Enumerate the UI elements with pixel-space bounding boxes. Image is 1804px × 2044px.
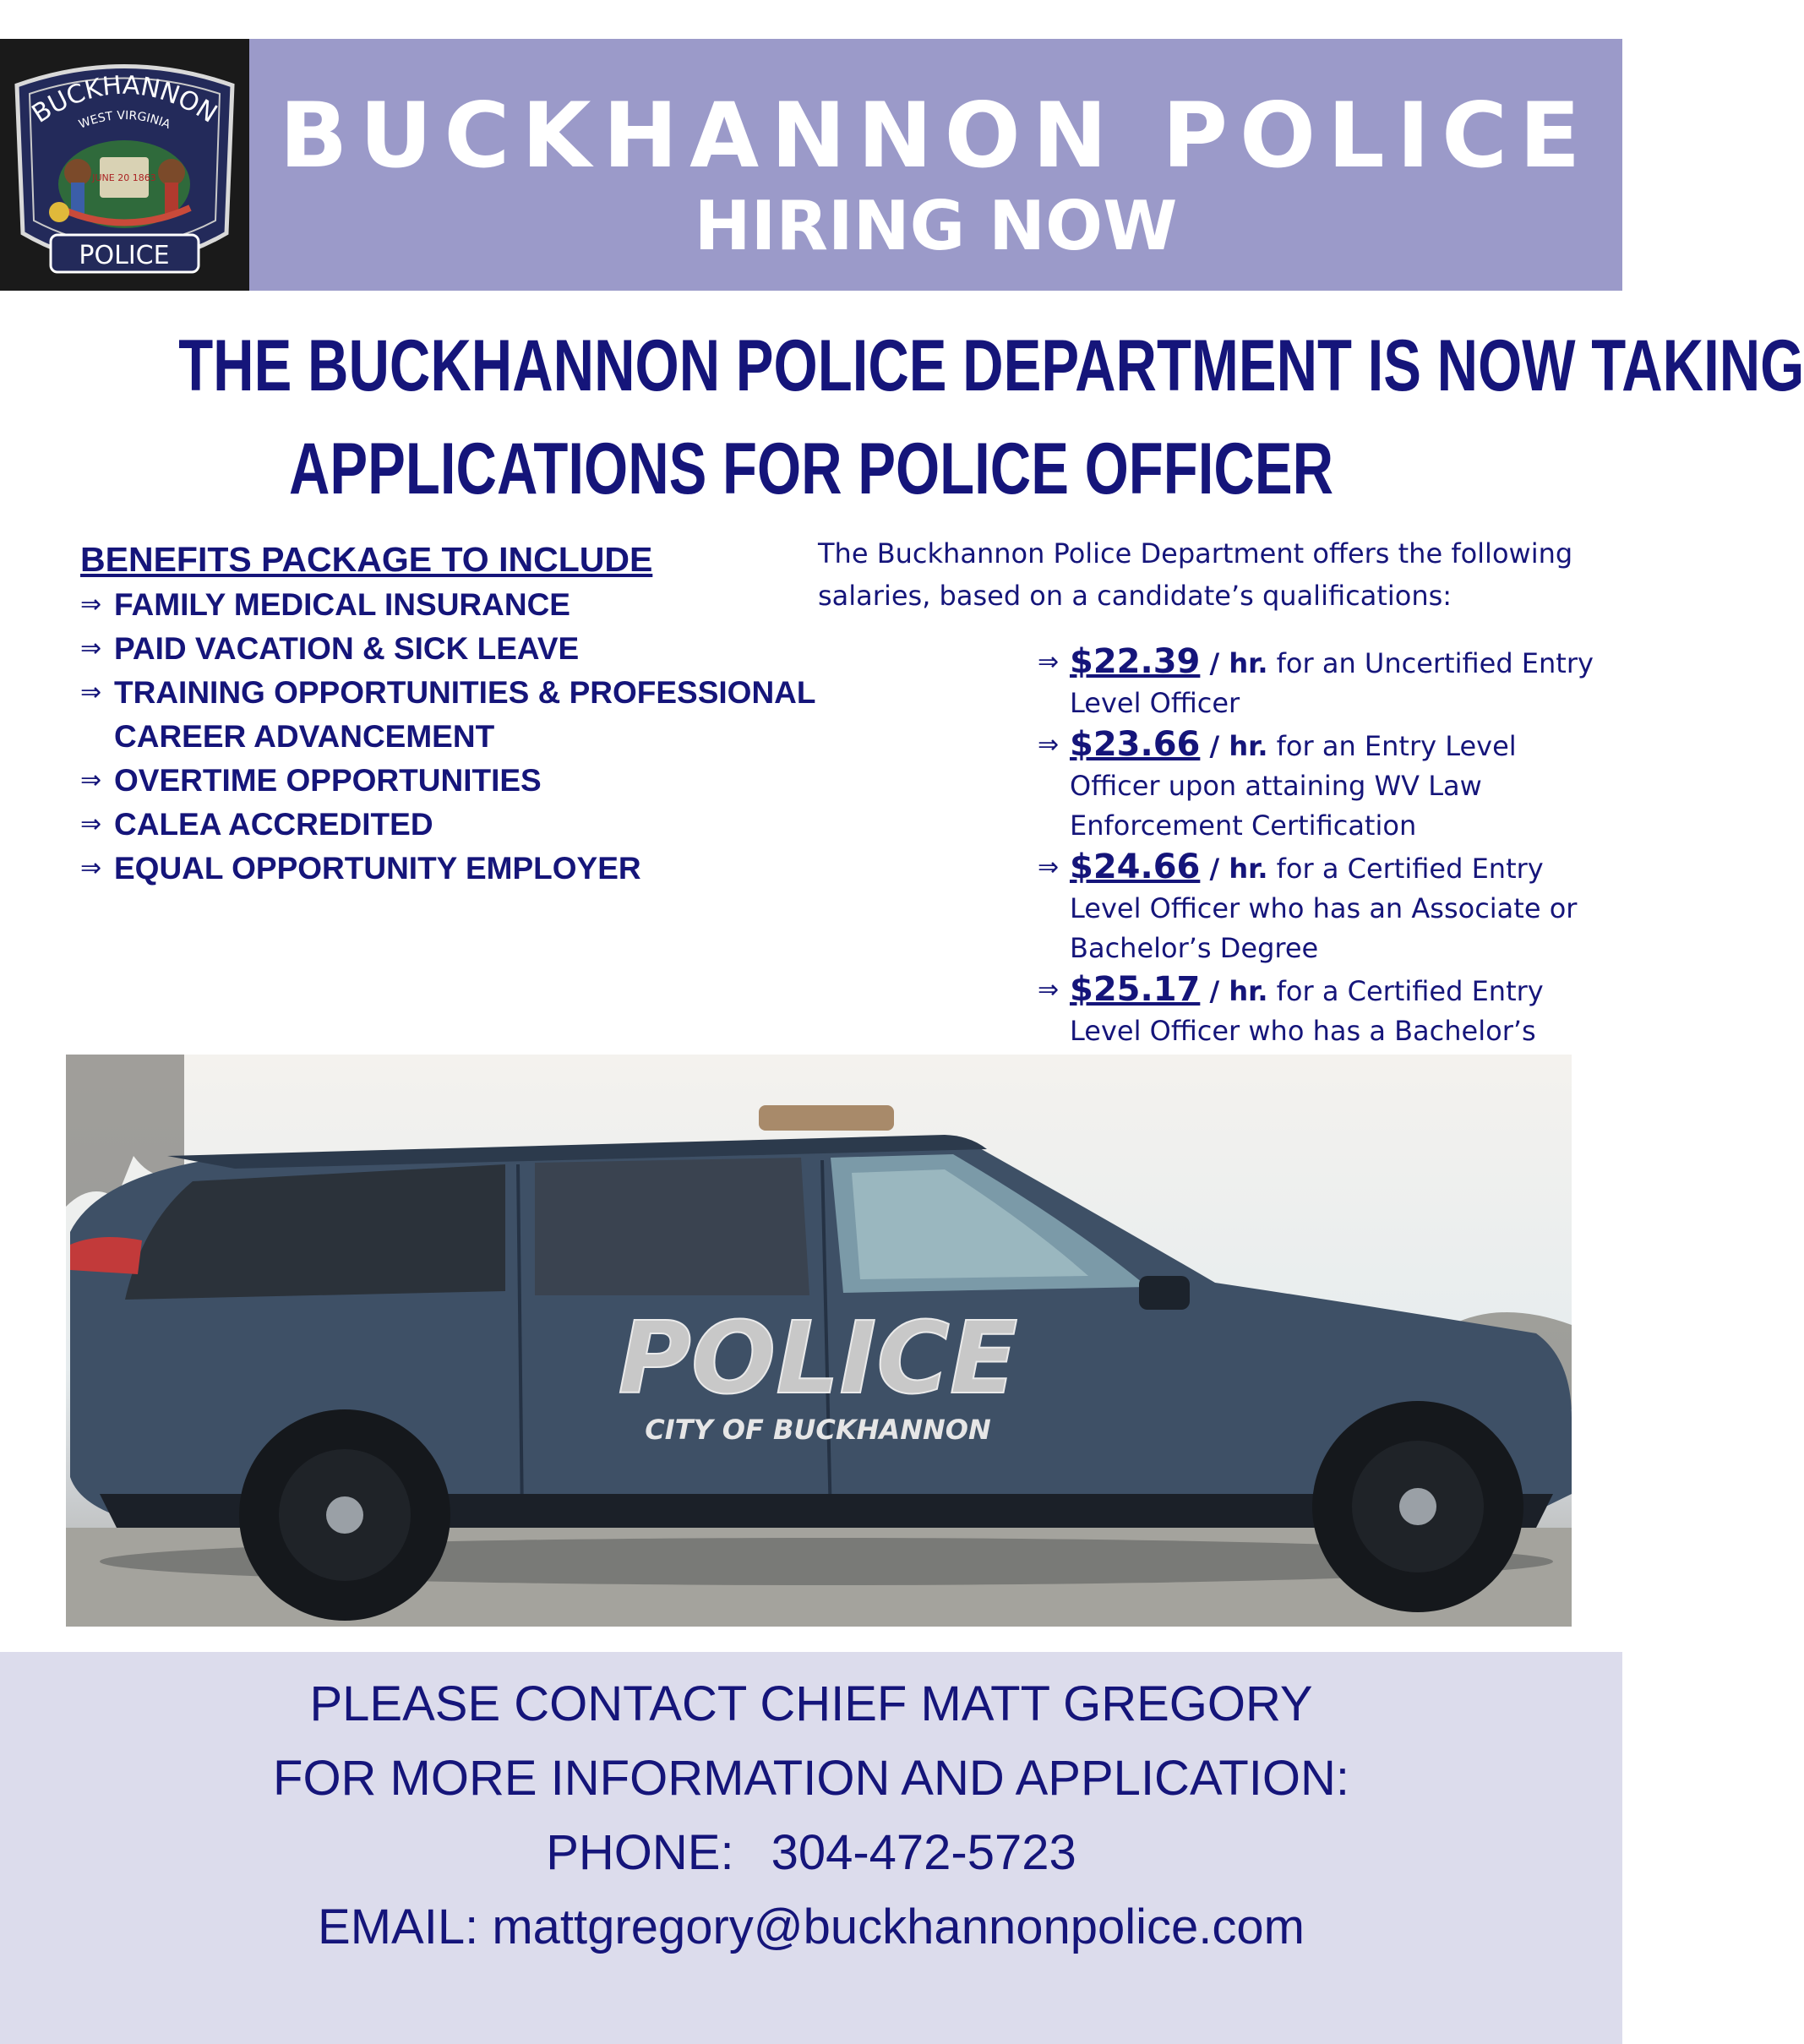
police-vehicle-photo [66,1055,1572,1627]
contact-email [0,1890,1622,1965]
salary-item [1038,725,1595,846]
benefit-item [80,759,824,803]
salary-amount: $22.39 [1070,642,1201,681]
salary-amount: $25.17 [1070,970,1201,1009]
door-city-text: CITY OF BUCKHANNON [645,1414,991,1446]
benefit-label: OVERTIME OPPORTUNITIES [114,763,542,798]
salary-unit: / hr. [1200,975,1268,1007]
arrow-right-icon: ⇒ [80,591,102,619]
police-badge-icon [0,39,249,291]
salary-amount: $23.66 [1070,725,1201,764]
salary-item [1038,642,1595,723]
page-title: BUCKHANNON POLICE [279,84,1593,188]
benefit-label: EQUAL OPPORTUNITY EMPLOYER [114,851,641,886]
arrow-right-icon: ⇒ [1038,975,1060,1005]
phone-label: PHONE: [546,1825,734,1880]
badge-text-state: WEST VIRGINIA [77,108,172,132]
badge-text-date: JUNE 20 1863 [92,172,156,183]
salary-description: for a Certified Entry Level Officer who has an Associate or Bachelor’s Degree [1070,853,1578,964]
badge-panel [0,39,249,291]
headline [178,314,1804,521]
salary-unit: / hr. [1200,647,1268,679]
benefit-label: CALEA ACCREDITED [114,807,433,842]
arrow-right-icon: ⇒ [1038,730,1060,760]
arrow-right-icon: ⇒ [80,810,102,838]
arrow-right-icon: ⇒ [80,635,102,662]
benefit-item [80,627,824,671]
benefit-label: PAID VACATION & SICK LEAVE [114,631,580,666]
salary-unit: / hr. [1200,853,1268,885]
door-police-text: POLICE [618,1300,1018,1416]
contact-section [0,1652,1622,2044]
salary-description: for a Certified Entry Level Officer who has a Bachelor’s [1070,975,1544,1047]
salary-intro: The Buckhannon Police Department offers the following salaries, based on a candidate’s qualifications: [818,537,1573,612]
phone-number[interactable]: 304-472-5723 [771,1825,1076,1880]
contact-line-2: FOR MORE INFORMATION AND APPLICATION: [273,1751,1349,1806]
badge-text-top: BUCKHANNON [26,70,222,129]
benefit-item [80,847,824,891]
salary-description: for an Uncertified Entry Level Officer [1070,647,1594,719]
headline-line-2: APPLICATIONS FOR POLICE OFFICER [288,428,1334,510]
police-suv-image [66,1055,1572,1627]
benefit-item [80,803,824,847]
contact-line-1: PLEASE CONTACT CHIEF MATT GREGORY [309,1676,1313,1731]
arrow-right-icon: ⇒ [1038,853,1060,882]
contact-phone [0,1816,1622,1890]
arrow-right-icon: ⇒ [80,766,102,794]
header-banner [249,39,1622,291]
headline-line-1: THE BUCKHANNON POLICE DEPARTMENT IS NOW TAKING [178,325,1804,406]
salary-item [1038,848,1595,968]
arrow-right-icon: ⇒ [80,854,102,882]
benefit-label: FAMILY MEDICAL INSURANCE [114,587,570,622]
arrow-right-icon: ⇒ [80,679,102,706]
email-address[interactable]: mattgregory@buckhannonpolice.com [492,1900,1305,1954]
arrow-right-icon: ⇒ [1038,647,1060,677]
salary-unit: / hr. [1200,730,1268,762]
benefits-section [80,537,824,891]
benefit-item [80,671,824,759]
salary-amount: $24.66 [1070,848,1201,886]
email-label: EMAIL: [318,1900,479,1954]
benefits-title: BENEFITS PACKAGE TO INCLUDE [80,540,653,579]
page-subtitle: HIRING NOW [694,187,1178,265]
benefit-label: TRAINING OPPORTUNITIES & PROFESSIONAL CAREER ADVANCEMENT [114,675,815,754]
badge-text-bottom: POLICE [79,241,170,270]
benefit-item [80,583,824,627]
salary-list [1038,642,1595,1093]
salary-description: for an Entry Level Officer upon attaining WV Law Enforcement Certification [1070,730,1517,842]
